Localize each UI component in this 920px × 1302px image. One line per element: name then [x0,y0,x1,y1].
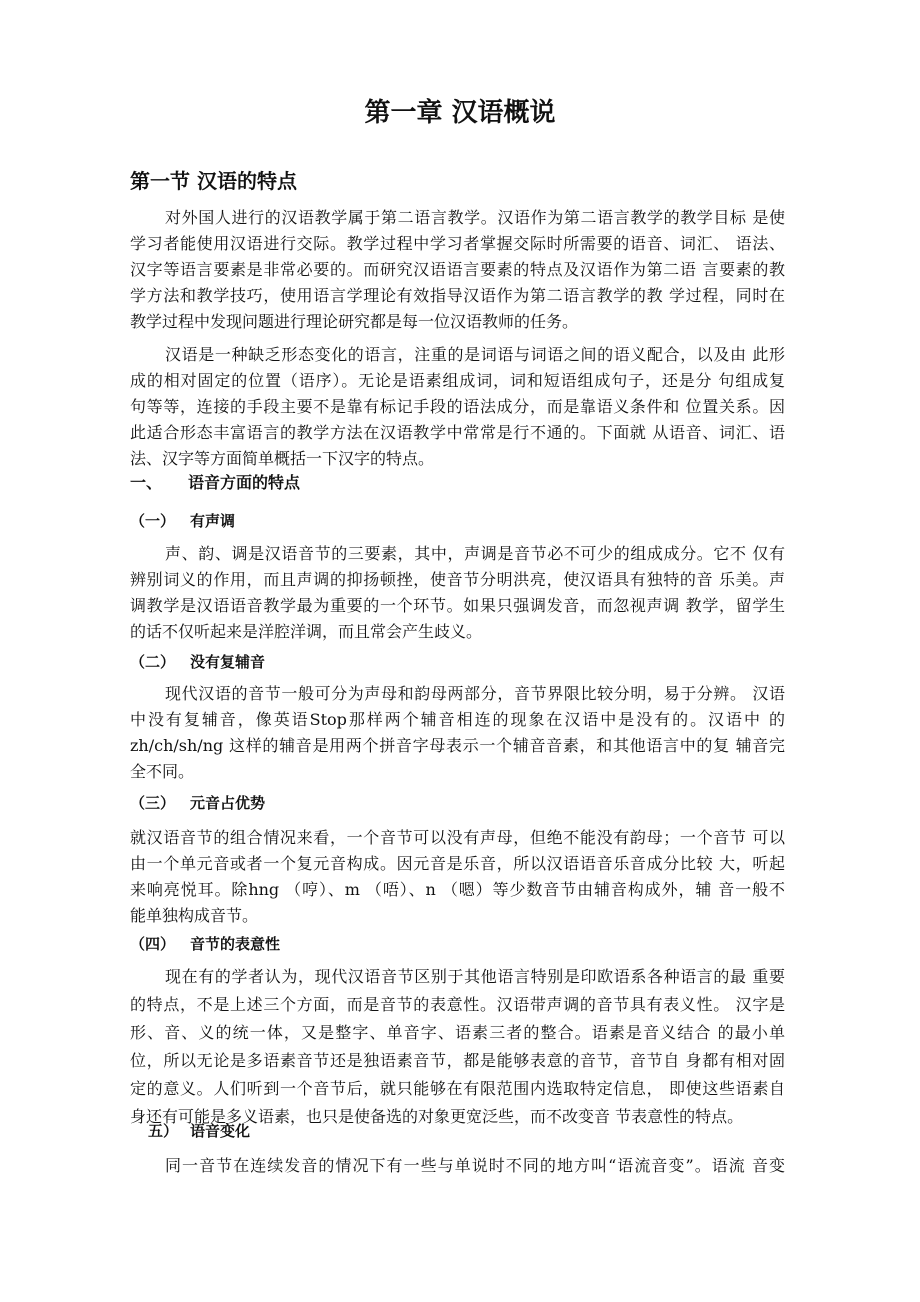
text-line: 身还有可能是多义语素，也只是使备选的对象更宽泛些，而不改变音 节表意性的特点。 [130,1107,744,1126]
heading-number: 五） [148,1122,179,1140]
text-line: 位，所以无论是多语素音节还是独语素音节，都是能够表意的音节，音节自 身都有相对固 [130,1051,785,1070]
heading-text: 元音占优势 [190,794,266,812]
heading-no-consonant-clusters [130,651,785,672]
heading-sound-change [148,1120,803,1141]
text-line: 辨别词义的作用，而且声调的抑扬顿挫，使音节分明洪亮，使汉语具有独特的音 乐美。声 [130,570,785,589]
text-line: 现代汉语的音节一般可分为声母和韵母两部分，音节界限比较分明，易于分辨。 汉语 [165,684,785,703]
text-line: 成的相对固定的位置（语序）。无论是语素组成词，词和短语组成句子，还是分 句组成复 [130,371,785,390]
text-line: 就汉语音节的组合情况来看，一个音节可以没有声母，但绝不能没有韵母；一个音节 可以 [130,828,785,847]
section-title: 第一节 汉语的特点 [130,169,297,193]
text-line: 全不同。 [130,762,195,781]
text-line: 中没有复辅音，像英语Stop那样两个辅音相连的现象在汉语中是没有的。汉语中 的 [130,710,785,729]
text-line: 的特点，不是上述三个方面，而是音节的表意性。汉语带声调的音节具有表义性。 汉字是 [130,995,785,1014]
text-line: 定的意义。人们听到一个音节后，就只能够在有限范围内选取特定信息， 即使这些语素自 [130,1079,785,1098]
text-line: 对外国人进行的汉语教学属于第二语言教学。汉语作为第二语言教学的教学目标 是使 [165,208,785,227]
text-line: 教学过程中发现问题进行理论研究都是每一位汉语教师的任务。 [130,312,579,331]
heading-phonetics [130,470,785,493]
text-line: 汉字等语言要素是非常必要的。而研究汉语语言要素的特点及汉语作为第二语 言要素的教 [130,260,785,279]
text-line: 同一音节在连续发音的情况下有一些与单说时不同的地方叫“语流音变”。语流 音变 [165,1156,785,1175]
heading-text: 有声调 [190,512,236,530]
paragraph [130,963,785,1131]
paragraph [130,342,785,472]
paragraph [130,541,785,645]
text-line: 此适合形态丰富语言的教学方法在汉语教学中常常是行不通的。下面就 从语音、词汇、语 [130,423,785,442]
text-line: 由一个单元音或者一个复元音构成。因元音是乐音，所以汉语语音乐音成分比较 大，听起 [130,854,785,873]
heading-number: （一） [130,512,176,530]
text-line: 调教学是汉语语音教学最为重要的一个环节。如果只强调发音，而忽视声调 教学，留学生 [130,596,785,615]
text-line: 学方法和教学技巧，使用语言学理论有效指导汉语作为第二语言教学的教 学过程，同时在 [130,286,785,305]
text-line: 法、汉字等方面简单概括一下汉字的特点。 [130,449,435,468]
heading-text: 没有复辅音 [190,653,266,671]
heading-vowel-dominance [130,792,785,813]
heading-text: 语音方面的特点 [188,473,301,492]
text-line: 现在有的学者认为，现代汉语音节区别于其他语言特别是印欧语系各种语言的最 重要 [165,967,785,986]
heading-number: （四） [130,935,176,953]
text-line: zh/ch/sh/ng 这样的辅音是用两个拼音字母表示一个辅音音素，和其他语言中的复 辅音完 [130,736,785,755]
text-line: 来响亮悦耳。除hng （哼）、m （唔）、n （嗯）等少数音节由辅音构成外，辅 音一般不 [130,880,785,899]
text-line: 形、音、义的统一体，又是整字、单音字、语素三者的整合。语素是音义结合 的最小单 [130,1023,785,1042]
text-line: 的话不仅听起来是洋腔洋调，而且常会产生歧义。 [130,622,483,641]
heading-text: 语音变化 [190,1122,251,1140]
text-line: 能单独构成音节。 [130,906,259,925]
heading-number: 一、 [130,473,163,492]
heading-number: （三） [130,794,176,812]
text-line: 声、韵、调是汉语音节的三要素，其中，声调是音节必不可少的组成成分。它不 仅有 [165,544,785,563]
heading-tones [130,510,785,531]
paragraph [130,681,785,785]
chapter-title: 第一章 汉语概说 [364,98,556,128]
text-line: 学习者能使用汉语进行交际。教学过程中学习者掌握交际时所需要的语音、词汇、 语法、 [130,234,785,253]
paragraph [130,1153,785,1179]
heading-number: （二） [130,653,176,671]
text-line: 汉语是一种缺乏形态变化的语言，注重的是词语与词语之间的语义配合，以及由 此形 [165,345,785,364]
text-line: 句等等，连接的手段主要不是靠有标记手段的语法成分，而是靠语义条件和 位置关系。因 [130,397,785,416]
paragraph [130,205,785,335]
paragraph [130,825,785,929]
heading-syllable-meaning [130,933,785,954]
heading-text: 音节的表意性 [190,935,281,953]
